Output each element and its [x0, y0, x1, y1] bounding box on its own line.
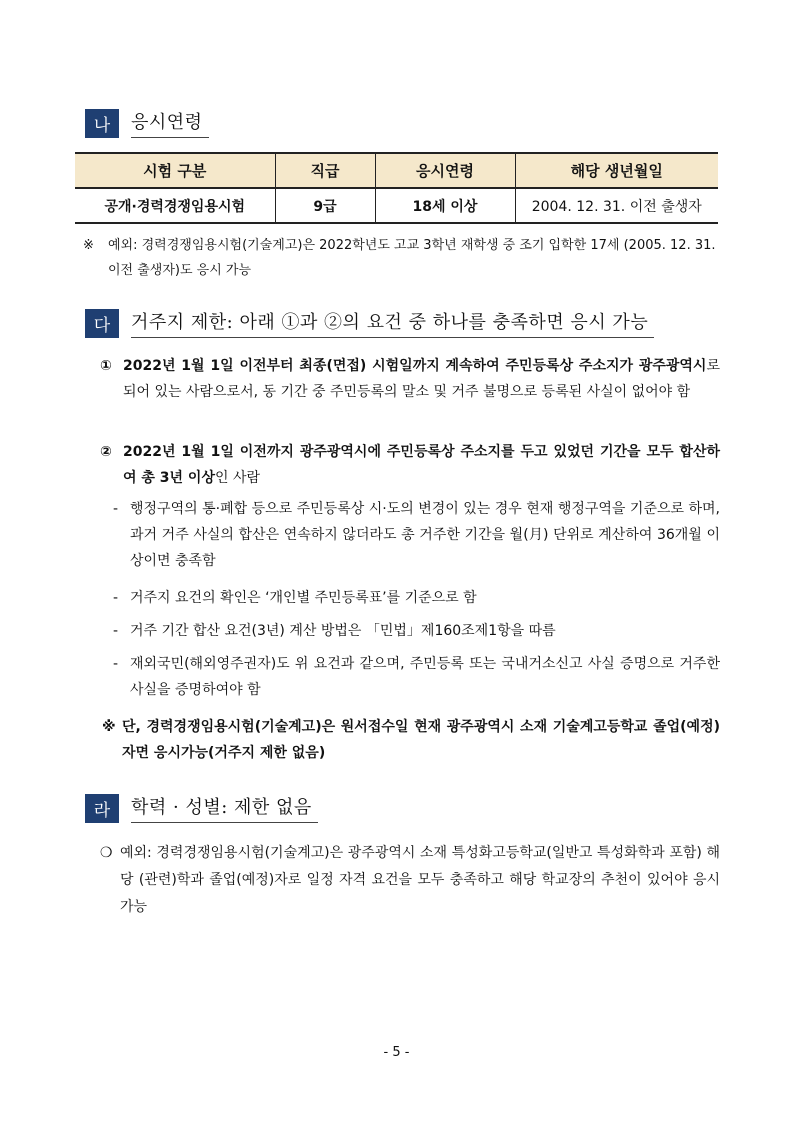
age-table: [75, 152, 718, 224]
bullet-dash: -: [113, 623, 119, 639]
item-number: ①: [100, 358, 112, 374]
note-text: 예외: 경력경쟁임용시험(기술계고)은 2022학년도 고교 3학년 재학생 중 조기 입학한 17세 (2005. 12. 31. 이전 출생자)도 응시 가능: [108, 238, 716, 278]
item-number: ②: [100, 444, 112, 460]
page-number: - 5 -: [383, 1045, 410, 1060]
residence-item-2: [100, 439, 720, 491]
section-badge: 라: [85, 794, 119, 823]
table-cell: 공개·경력경쟁임용시험: [75, 188, 275, 223]
bullet-text: 거주지 요건의 확인은 ‘개인별 주민등록표’를 기준으로 함: [130, 590, 477, 606]
table-header-cell: 해당 생년월일: [515, 153, 718, 188]
bullet-dash: -: [113, 501, 119, 517]
bullet-text: 행정구역의 통·폐합 등으로 주민등록상 시·도의 변경이 있는 경우 현재 행정구역을 기준으로 하며, 과거 거주 사실의 합산은 연속하지 않더라도 총 거주한 기간을 월(月) 단위로 계산하여 36개월 이상이면 충족함: [130, 501, 720, 569]
table-cell: 18세 이상: [375, 188, 515, 223]
residence-bullet: [113, 651, 720, 703]
item-text: 인 사람: [214, 470, 261, 486]
table-header-cell: 시험 구분: [75, 153, 275, 188]
residence-bullet: [113, 496, 720, 574]
table-cell: 2004. 12. 31. 이전 출생자: [515, 188, 718, 223]
item-bold-text: 2022년 1월 1일 이전까지 광주광역시에 주민등록상 주소지를 두고 있었던 기간을 모두 합산하여 총 3년 이상: [123, 444, 720, 486]
section-title: 거주지 제한: 아래 ①과 ②의 요건 중 하나를 충족하면 응시 가능: [131, 308, 654, 338]
section-heading-age: [85, 108, 209, 138]
circle-bullet-icon: ❍: [100, 845, 113, 861]
table-row: [75, 188, 718, 223]
section-badge: 나: [85, 109, 119, 138]
table-header-row: [75, 153, 718, 188]
age-exception-note: [83, 233, 723, 283]
section-heading-education: [85, 793, 318, 823]
section-title: 학력 · 성별: 제한 없음: [131, 793, 318, 823]
residence-exception: [102, 714, 720, 766]
item-text: 로 되어 있는 사람으로서, 동 기간 중 주민등록의 말소 및 거주 불명으로 등록된 사실이 없어야 함: [123, 358, 720, 400]
section-title: 응시연령: [131, 108, 209, 138]
residence-bullet: [113, 585, 720, 611]
bullet-text: 재외국민(해외영주권자)도 위 요건과 같으며, 주민등록 또는 국내거소신고 사실 증명으로 거주한 사실을 증명하여야 함: [130, 656, 720, 698]
item-bold-text: 2022년 1월 1일 이전부터 최종(면접) 시험일까지 계속하여 주민등록상 주소지가 광주광역시: [123, 358, 707, 374]
table-header-cell: 직급: [275, 153, 375, 188]
residence-item-1: [100, 353, 720, 405]
bullet-dash: -: [113, 656, 119, 672]
note-mark: ※: [102, 719, 116, 735]
section-badge: 다: [85, 309, 119, 338]
residence-bullet: [113, 618, 720, 644]
exception-text: 단, 경력경쟁임용시험(기술계고)은 원서접수일 현재 광주광역시 소재 기술계고등학교 졸업(예정)자면 응시가능(거주지 제한 없음): [122, 719, 720, 761]
note-text: 예외: 경력경쟁임용시험(기술계고)은 광주광역시 소재 특성화고등학교(일반고 특성화학과 포함) 해당 (관련)학과 졸업(예정)자로 일정 자격 요건을 모두 충족하고 해당 학교장의 추천이 있어야 응시 가능: [120, 845, 720, 915]
education-exception-note: [100, 840, 720, 921]
table-cell: 9급: [275, 188, 375, 223]
table-header-cell: 응시연령: [375, 153, 515, 188]
bullet-dash: -: [113, 590, 119, 606]
section-heading-residence: [85, 308, 654, 338]
note-mark: ※: [83, 238, 94, 253]
bullet-text: 거주 기간 합산 요건(3년) 계산 방법은 「민법」제160조제1항을 따름: [130, 623, 556, 639]
